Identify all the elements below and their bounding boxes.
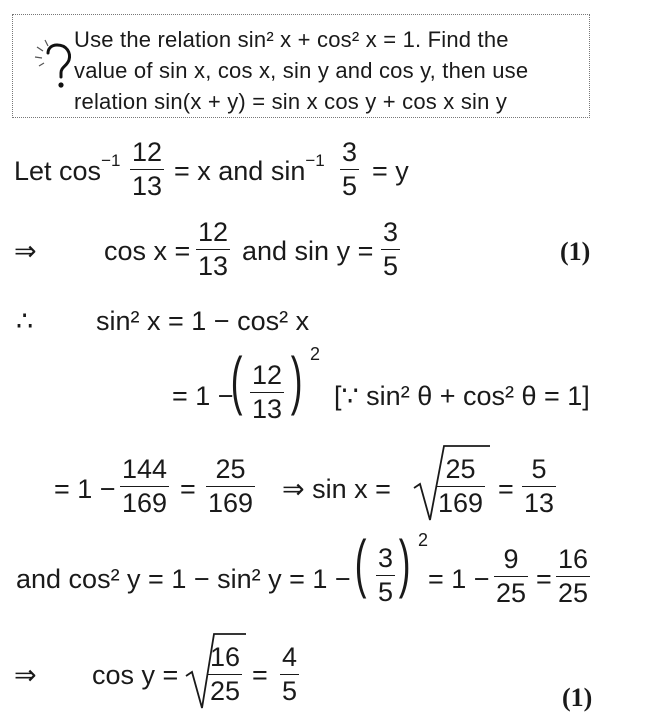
and-cos-squared-y: and cos² y = 1 − sin² y = 1 − xyxy=(16,564,351,594)
right-paren-1: ) xyxy=(290,344,303,416)
hint-line-1: Use the relation sin² x + cos² x = 1. Find the xyxy=(74,27,509,52)
hint-line-3: relation sin(x + y) = sin x cos y + cos x sin y xyxy=(74,89,508,114)
fraction-25-169: $\frac{25}{169}$ xyxy=(208,454,254,518)
sin-squared-x-line: sin² x = 1 − cos² x xyxy=(96,306,310,336)
equals-sign-4: = xyxy=(252,660,268,690)
cos-y-equals: cos y = xyxy=(92,660,179,690)
let-statement xyxy=(14,151,121,187)
fraction-144-169: $\frac{144}{169}$ xyxy=(122,454,168,518)
implies-sin-x: ⇒ sin x = xyxy=(282,474,391,504)
fraction-16-25: $\frac{16}{25}$ xyxy=(558,544,589,608)
inverse-exponent-2: −1 xyxy=(305,151,325,170)
inverse-exponent: −1 xyxy=(101,151,121,170)
let-prefix: Let cos xyxy=(14,156,102,186)
equals-sign-1: = xyxy=(180,474,196,504)
square-power-2: 2 xyxy=(418,530,429,550)
therefore-symbol: ∴ xyxy=(16,306,34,336)
right-paren-2: ) xyxy=(398,527,411,599)
let-fraction-sin: $\frac{3}{5}$ xyxy=(342,137,358,201)
sqrt-fraction-25-169: $\frac{25}{169}$ xyxy=(438,454,484,518)
paren-fraction-3-5: $\frac{3}{5}$ xyxy=(378,543,394,607)
let-fraction-cos: $\frac{12}{13}$ xyxy=(132,137,163,201)
equals-sign-3: = xyxy=(536,564,552,594)
identity-note: [∵ sin² θ + cos² θ = 1] xyxy=(334,381,590,411)
cos-x-fraction: $\frac{12}{13}$ xyxy=(198,217,229,281)
one-minus-prefix-2: = 1 − xyxy=(54,474,116,504)
one-minus-prefix-3: = 1 − xyxy=(428,564,490,594)
left-paren-1: ( xyxy=(230,344,243,416)
sqrt-fraction-16-25: $\frac{16}{25}$ xyxy=(210,642,241,706)
implies-symbol-2: ⇒ xyxy=(14,660,37,690)
fraction-5-13: $\frac{5}{13}$ xyxy=(524,454,555,518)
square-power-1: 2 xyxy=(310,344,321,364)
fraction-9-25: $\frac{9}{25}$ xyxy=(496,544,527,608)
mark-1: (1) xyxy=(560,237,591,266)
one-minus-prefix: = 1 − xyxy=(172,381,234,411)
sin-y-fraction: $\frac{3}{5}$ xyxy=(383,217,399,281)
left-paren-2: ( xyxy=(354,527,367,599)
hint-line-2: value of sin x, cos x, sin y and cos y, then use xyxy=(74,58,529,83)
fraction-4-5: $\frac{4}{5}$ xyxy=(282,642,298,706)
let-end: = y xyxy=(372,156,409,186)
paren-fraction-12-13: $\frac{12}{13}$ xyxy=(252,360,283,424)
equals-sign-2: = xyxy=(498,474,514,504)
mark-2: (1) xyxy=(562,683,593,712)
cos-x-equals: cos x = xyxy=(104,236,191,266)
and-sin-y: and sin y = xyxy=(242,236,374,266)
let-mid: = x and $\sin^{-1}$ xyxy=(174,151,325,186)
implies-symbol-1: ⇒ xyxy=(14,236,37,266)
